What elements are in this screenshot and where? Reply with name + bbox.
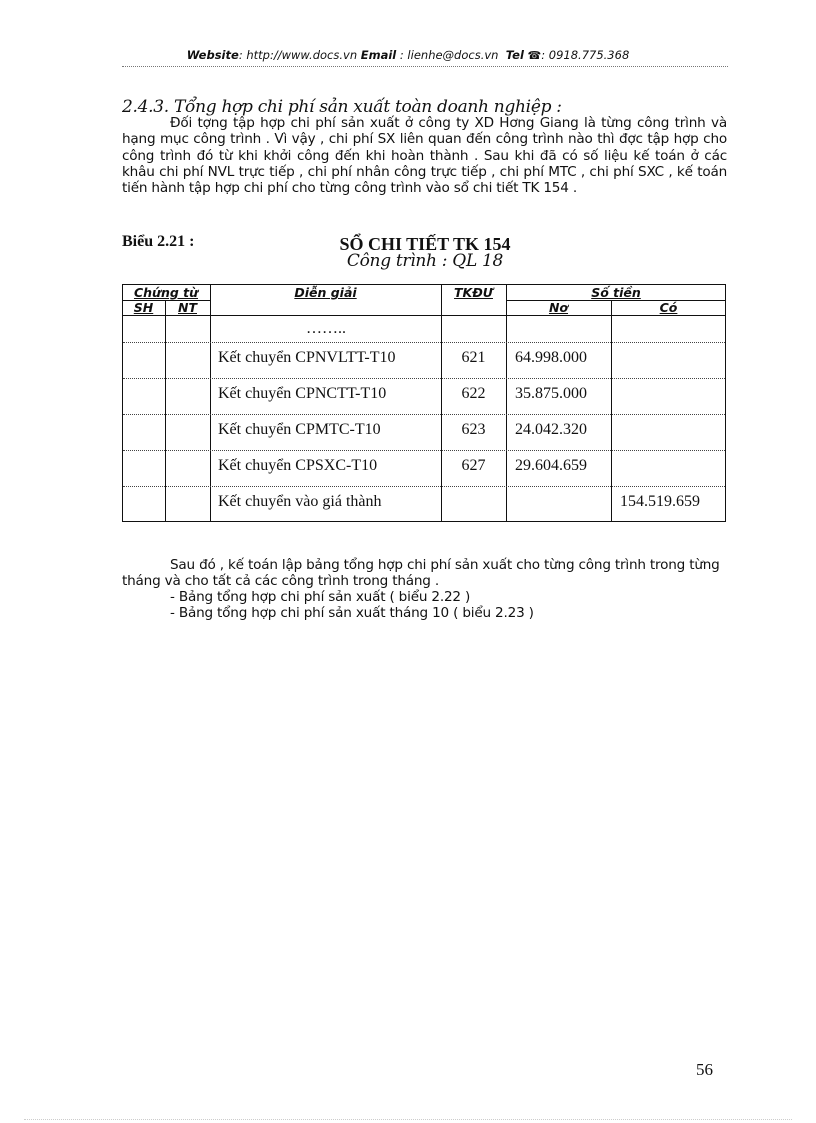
row-5-co: 154.519.659	[620, 493, 700, 510]
page-header	[0, 48, 816, 62]
header-nt: NT	[178, 300, 197, 315]
row-3-tkdu: 623	[461, 421, 486, 438]
email-value: : lienhe@docs.vn	[399, 48, 499, 62]
row-2-dien-giai: Kết chuyển CPNCTT-T10	[218, 385, 387, 402]
header-so-tien: Số tiền	[591, 285, 641, 300]
row-5-dien-giai: Kết chuyển vào giá thành	[218, 493, 382, 510]
row-4-tkdu: 627	[461, 457, 486, 474]
closing-bullet-2: - Bảng tổng hợp chi phí sản xuất tháng 10 ( biểu 2.23 )	[170, 605, 534, 621]
row-4-no: 29.604.659	[515, 457, 587, 474]
page-number: 56	[696, 1060, 713, 1079]
header-no: Nơ	[548, 300, 569, 315]
website-label: Website	[186, 48, 239, 62]
tel-label: Tel	[505, 48, 524, 62]
row-3-dien-giai: Kết chuyển CPMTC-T10	[218, 421, 381, 438]
header-chung-tu: Chứng từ	[133, 285, 199, 300]
row-1-dien-giai: Kết chuyển CPNVLTT-T10	[218, 349, 396, 366]
row-1-no: 64.998.000	[515, 349, 587, 366]
row-1-tkdu: 621	[461, 349, 486, 366]
phone-icon: ☎	[527, 49, 542, 62]
footer-divider	[24, 1119, 792, 1120]
header-sh: SH	[133, 300, 154, 315]
table-label: Biểu 2.21 :	[122, 233, 195, 250]
section-paragraph-text: Đối tợng tập hợp chi phí sản xuất ở công ty XD Hơng Giang là từng công trình và hạng mục công trình . Vì vậy , chi phí SX liên quan đến công trình nào thì đợc tập hợp cho công trình đó từ khi khởi công đến khi hoàn thành . Sau khi đã có số liệu kế toán ở các khâu chi phí NVL trực tiếp , chi phí nhân công trực tiếp , chi phí MTC , chi phí SXC , kế toán tiến hành tập hợp chi phí cho từng công trình vào sổ chi tiết TK 154 .	[122, 115, 727, 197]
email-label: Email	[360, 48, 397, 62]
website-value: : http://www.docs.vn	[238, 48, 358, 62]
row-4-dien-giai: Kết chuyển CPSXC-T10	[218, 457, 378, 474]
header-co: Có	[659, 300, 678, 315]
closing-bullet-1: - Bảng tổng hợp chi phí sản xuất ( biểu 2.22 )	[170, 589, 471, 605]
section-paragraph	[122, 115, 727, 196]
ellipsis-row: ……..	[306, 320, 346, 337]
section-title: 2.4.3. Tổng hợp chi phí sản xuất toàn doanh nghiệp :	[122, 97, 562, 117]
row-2-tkdu: 622	[461, 385, 486, 402]
header-divider	[122, 66, 728, 67]
ledger-table	[122, 284, 726, 522]
table-title: SỔ CHI TIẾT TK 154	[339, 234, 511, 254]
row-3-no: 24.042.320	[515, 421, 587, 438]
closing-paragraph: Sau đó , kế toán lập bảng tổng hợp chi phí sản xuất cho từng công trình trong từng tháng và cho tất cả các công trình trong tháng .	[122, 557, 720, 589]
table-subtitle: Công trình : QL 18	[346, 251, 504, 271]
closing-section	[122, 557, 722, 621]
header-dien-giai: Diễn giải	[294, 285, 357, 300]
header-tkdu: TKĐƯ	[454, 285, 493, 300]
row-2-no: 35.875.000	[515, 385, 587, 402]
tel-value: : 0918.775.368	[541, 48, 630, 62]
